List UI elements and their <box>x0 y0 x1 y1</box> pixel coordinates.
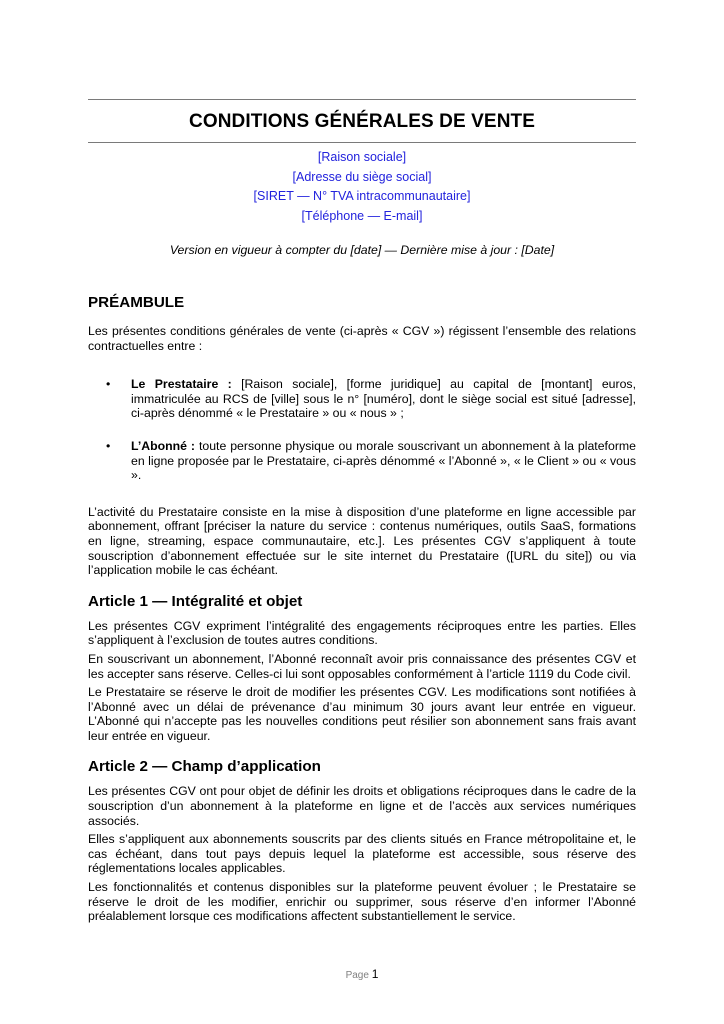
company-siret-placeholder: [SIRET — N° TVA intracommunautaire] <box>253 189 471 203</box>
company-contact-placeholder: [Téléphone — E-mail] <box>301 208 423 223</box>
article-2-paragraph: Elles s’appliquent aux abonnements souscrits par des clients situés en France métropolitaine et, le cas échéant, dans tout pays depuis lequel la plateforme est accessible, sous réserve des réglementations locales applicables. <box>88 832 636 876</box>
parties-list <box>88 377 636 483</box>
company-address-placeholder: [Adresse du siège social] <box>292 169 432 184</box>
page-footer <box>0 967 724 981</box>
bullet-icon: • <box>106 377 111 392</box>
title-top-rule <box>88 99 636 100</box>
company-name-placeholder: [Raison sociale] <box>317 150 407 164</box>
party-text: toute personne physique ou morale souscrivant un abonnement à la plateforme en ligne proposée par le Prestataire, ci-après dénommé « l’Abonné », « le Client » ou « vous ». <box>131 438 636 483</box>
document-body <box>88 293 636 924</box>
bullet-icon: • <box>106 438 111 453</box>
page-label: Page <box>345 970 369 981</box>
article-2-paragraph: Les présentes CGV ont pour objet de définir les droits et obligations réciproques dans le cadre de la souscription d’un abonnement à la plateforme en ligne et de l’accès aux services numériques associés. <box>88 784 636 828</box>
document-title: CONDITIONS GÉNÉRALES DE VENTE <box>189 111 535 132</box>
title-bottom-rule <box>88 142 636 143</box>
article-2-paragraph: Les fonctionnalités et contenus disponibles sur la plateforme peuvent évoluer ; le Prestataire se réserve le droit de les modifier, enrichir ou supprimer, sous réserve d’en informer l’Abonné préalablement lorsque ces modifications affectent substantiellement le service. <box>88 880 636 924</box>
article-1-paragraph: En souscrivant un abonnement, l’Abonné reconnaît avoir pris connaissance des présentes CGV et les accepter sans réserve. Celles-ci lui sont opposables conformément à l’article 1119 du Code civil. <box>88 651 636 681</box>
page-number: 1 <box>371 967 379 981</box>
party-item-prestataire <box>88 377 636 421</box>
party-item-abonne <box>88 439 636 483</box>
article-1-paragraph: Le Prestataire se réserve le droit de modifier les présentes CGV. Les modifications sont notifiées à l’Abonné avec un délai de prévenance d’au minimum 30 jours avant leur entrée en vigueur. L’Abonné qui n’accepte pas les nouvelles conditions peut résilier son abonnement sans frais avant leur entrée en vigueur. <box>88 685 636 743</box>
party-label: L’Abonné : <box>131 438 196 453</box>
preamble-title: PRÉAMBULE <box>88 294 185 311</box>
party-text: [Raison sociale], [forme juridique] au capital de [montant] euros, immatriculée au RCS de [ville] sous le n° [numéro], dont le siège social est situé [adresse], ci-après dénommé « le Prestataire » ou « nous » ; <box>131 377 636 421</box>
article-2-title: Article 2 — Champ d’application <box>88 758 321 776</box>
article-1-title: Article 1 — Intégralité et objet <box>88 592 303 610</box>
preamble-intro: Les présentes conditions générales de vente (ci-après « CGV ») régissent l’ensemble des relations contractuelles entre : <box>88 324 636 353</box>
activity-paragraph: L’activité du Prestataire consiste en la mise à disposition d’une plateforme en ligne accessible par abonnement, offrant [préciser la nature du service : contenus numériques, outils SaaS, formations en ligne, streaming, espace communautaire, etc.]. Les présentes CGV s’appliquent à toute souscription d’abonnement effectuée sur le site internet du Prestataire ([URL du site]) ou via l’application mobile le cas échéant. <box>88 504 636 578</box>
party-label: Le Prestataire : <box>131 377 232 392</box>
company-info-block <box>88 148 636 226</box>
version-line: Version en vigueur à compter du [date] — Dernière mise à jour : [Date] <box>169 243 555 257</box>
article-1-paragraph: Les présentes CGV expriment l’intégralité des engagements réciproques entre les parties. Elles s’appliquent à l’exclusion de toutes autres conditions. <box>88 618 636 648</box>
